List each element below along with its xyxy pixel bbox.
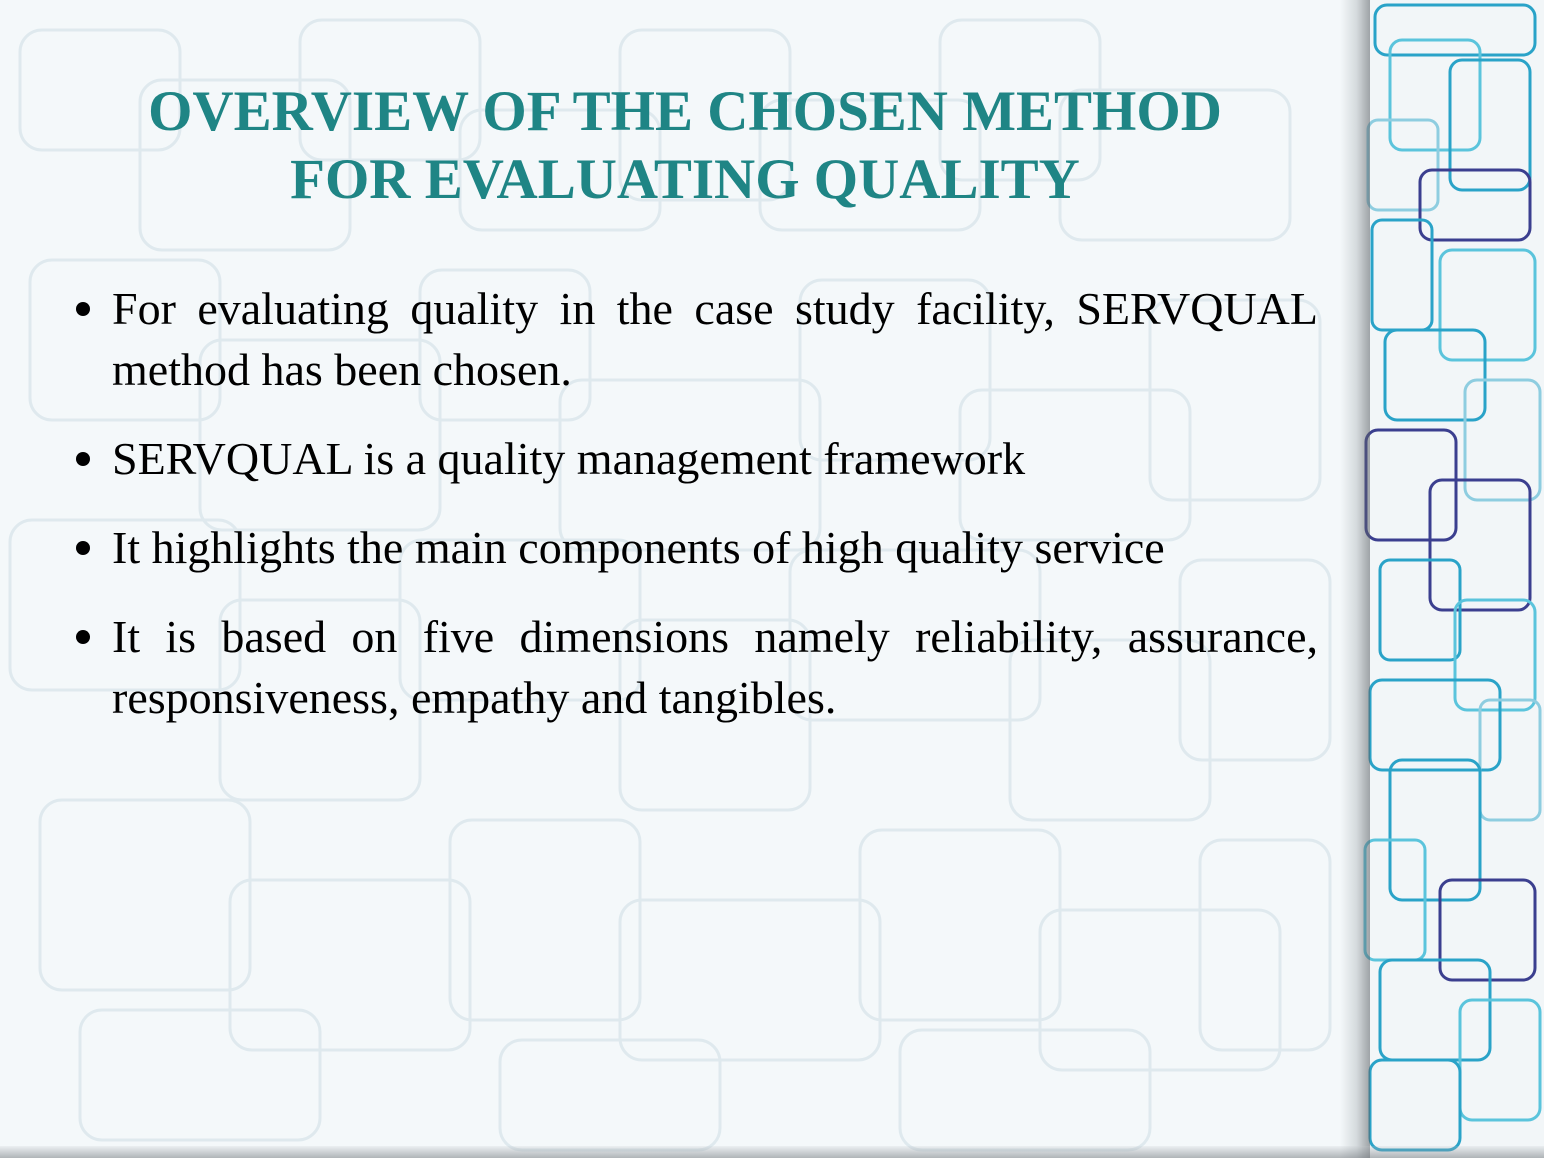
bullet-list: [72, 278, 1318, 756]
bullet-dot-icon: [76, 630, 90, 644]
bullet-item: [72, 428, 1318, 489]
bullet-text: It is based on five dimensions namely reliability, assurance, responsiveness, empathy and tangibles.: [112, 611, 1318, 723]
bullet-text: SERVQUAL is a quality management framework: [112, 433, 1026, 484]
bullet-item: [72, 278, 1318, 400]
bullet-item: [72, 517, 1318, 578]
bullet-text: It highlights the main components of high quality service: [112, 522, 1165, 573]
page-edge-shadow: [1340, 0, 1370, 1158]
bullet-dot-icon: [76, 452, 90, 466]
bullet-item: [72, 606, 1318, 728]
bottom-edge-shadow: [0, 1146, 1544, 1158]
bullet-dot-icon: [76, 541, 90, 555]
bullet-text: For evaluating quality in the case study facility, SERVQUAL method has been chosen.: [112, 283, 1318, 395]
bullet-dot-icon: [76, 302, 90, 316]
slide-title: OVERVIEW OF THE CHOSEN METHOD FOR EVALUATING QUALITY: [148, 80, 1222, 211]
